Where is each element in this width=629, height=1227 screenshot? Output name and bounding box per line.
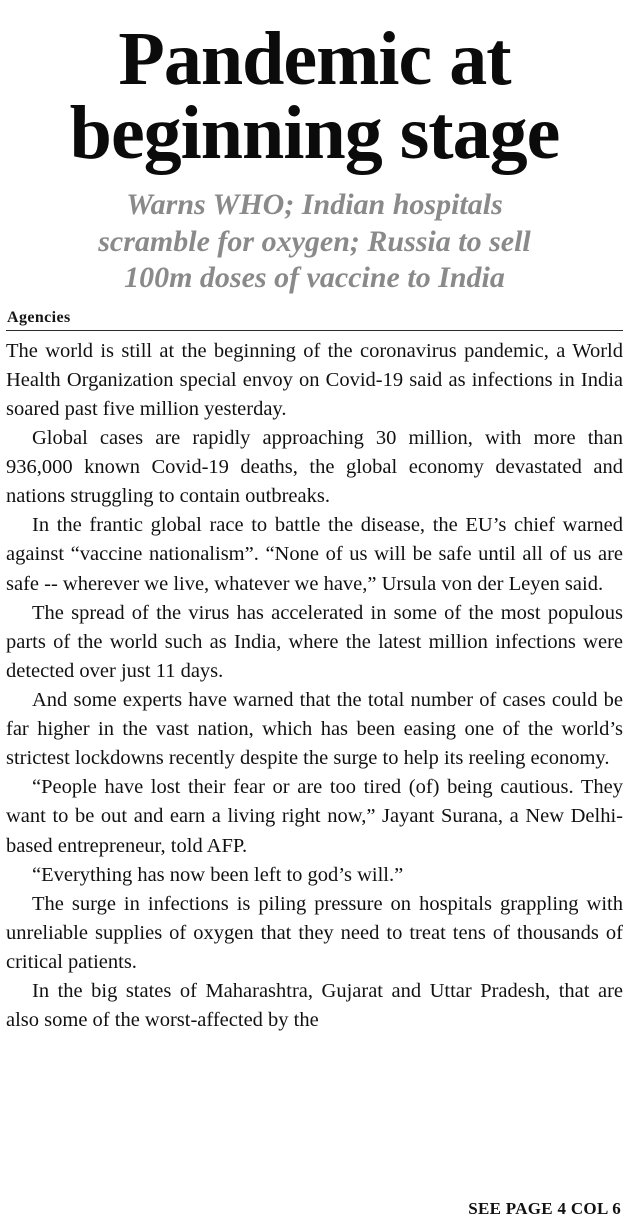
subheadline: [16, 187, 613, 297]
horizontal-rule: [6, 330, 623, 331]
paragraph: In the frantic global race to battle the disease, the EU’s chief warned against “vaccine nationalism”. “None of us will be safe until all of us are safe -- wherever we live, whatever we have,” Ursula von der Leyen said.: [6, 514, 623, 595]
article-body: [6, 337, 623, 1036]
paragraph: The spread of the virus has accelerated in some of the most populous parts of the world such as India, where the latest million infections were detected over just 11 days.: [6, 601, 623, 682]
paragraph: “Everything has now been left to god’s will.”: [32, 863, 404, 886]
paragraph: In the big states of Maharashtra, Gujarat and Uttar Pradesh, that are also some of the worst-affected by the: [6, 980, 623, 1032]
paragraph: “People have lost their fear or are too tired (of) being cautious. They want to be out and earn a living right now,” Jayant Surana, a New Delhi-based entrepreneur, told AFP.: [6, 776, 623, 857]
byline: Agencies: [7, 308, 71, 326]
subheadline-line-3: 100m doses of vaccine to India: [124, 261, 505, 295]
paragraph: The world is still at the beginning of the coronavirus pandemic, a World Health Organization special envoy on Covid-19 said as infections in India soared past five million yesterday.: [6, 339, 623, 420]
subheadline-line-1: Warns WHO; Indian hospitals: [126, 187, 503, 221]
page-title: [6, 17, 623, 176]
paragraph: Global cases are rapidly approaching 30 million, with more than 936,000 known Covid-19 deaths, the global economy devastated and nations struggling to contain outbreaks.: [6, 427, 623, 508]
paragraph: The surge in infections is piling pressure on hospitals grappling with unreliable supplies of oxygen that they need to treat tens of thousands of critical patients.: [6, 892, 623, 974]
headline-line-1: Pandemic at: [118, 17, 511, 101]
paragraph: And some experts have warned that the total number of cases could be far higher in the vast nation, which has been easing one of the world’s strictest lockdowns recently despite the surge to help its reeling economy.: [6, 689, 623, 770]
headline-line-2: beginning stage: [69, 91, 560, 176]
subheadline-line-2: scramble for oxygen; Russia to sell: [98, 224, 531, 258]
continuation-line: SEE PAGE 4 COL 6: [468, 1199, 621, 1218]
